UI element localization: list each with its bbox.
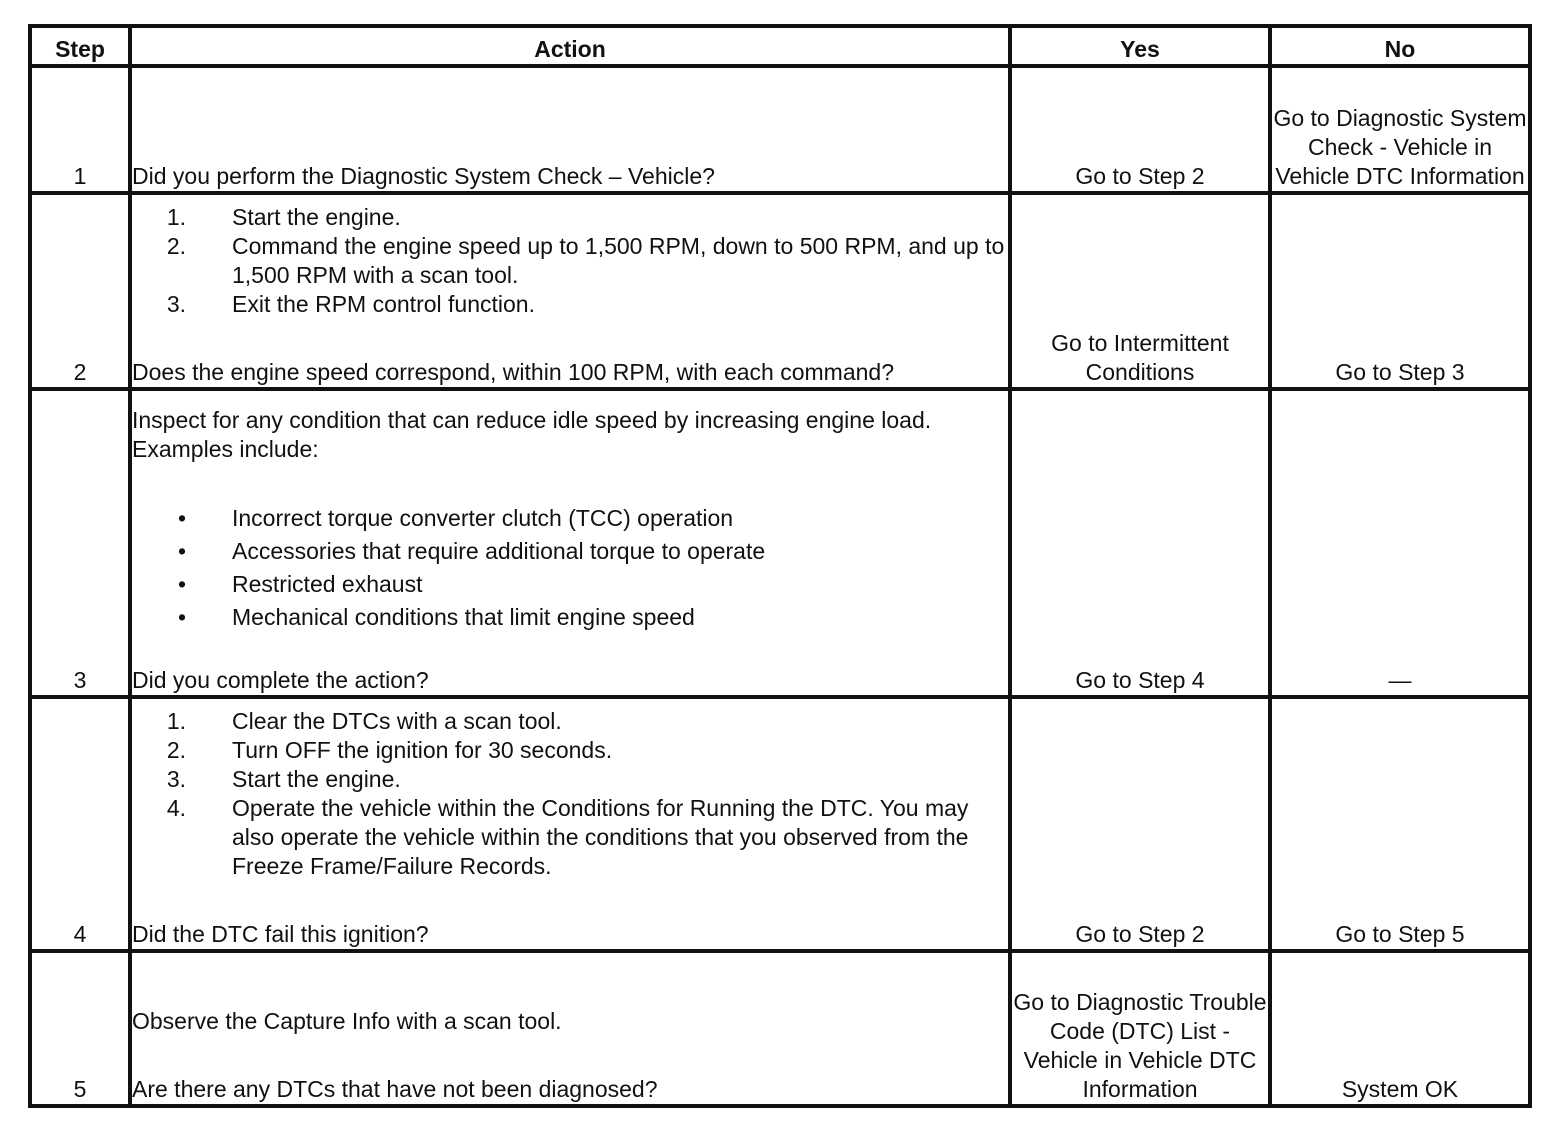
step-number: 2 [30,193,130,389]
yes-cell [1010,66,1270,193]
list-item-text: Start the engine. [232,766,401,792]
table-row-step-3 [30,389,1530,697]
action-cell [130,697,1010,951]
list-item-text: Clear the DTCs with a scan tool. [232,708,562,734]
list-item [132,537,1008,566]
yes-cell [1010,951,1270,1106]
list-item-number: 1. [166,204,186,230]
yes-link[interactable]: Go to Intermittent Conditions [1051,330,1229,385]
header-row [30,26,1530,66]
list-item [132,203,1008,232]
action-question: Did you complete the action? [132,667,429,693]
yes-link[interactable]: Go to Step 4 [1075,667,1205,693]
no-value: System OK [1341,1076,1459,1102]
action-question: Does the engine speed correspond, within 100 RPM, with each command? [132,359,894,385]
bullet-icon: • [177,538,186,564]
header-no: No [1270,26,1530,66]
no-cell [1270,697,1530,951]
header-yes: Yes [1010,26,1270,66]
step-number: 3 [30,389,130,697]
list-item [132,290,1008,319]
no-cell [1270,389,1530,697]
action-cell [130,193,1010,389]
list-item [132,707,1008,736]
yes-cell [1010,389,1270,697]
no-link[interactable]: Go to Step 5 [1335,921,1465,947]
yes-cell [1010,697,1270,951]
action-question: Did the DTC fail this ignition? [132,921,429,947]
action-text: Inspect for any condition that can reduce idle speed by increasing engine load. Examples include: [132,407,932,462]
yes-link[interactable]: Go to Diagnostic Trouble Code (DTC) List - Vehicle in Vehicle DTC Information [1013,989,1267,1102]
no-cell [1270,951,1530,1106]
table-row-step-4 [30,697,1530,951]
list-item-number: 3. [166,291,186,317]
diagnostic-table [28,24,1532,1108]
list-item-number: 4. [166,795,186,821]
table-row-step-2 [30,193,1530,389]
list-item-text: Turn OFF the ignition for 30 seconds. [232,737,613,763]
action-steps-list [132,203,1008,319]
no-cell [1270,66,1530,193]
action-bullet-list [132,504,1008,632]
action-text: Observe the Capture Info with a scan tool. [132,1008,562,1034]
step-number: 5 [30,951,130,1106]
action-question: Are there any DTCs that have not been diagnosed? [132,1076,658,1102]
list-item-text: Accessories that require additional torque to operate [232,538,766,564]
list-item-number: 2. [166,737,186,763]
list-item-number: 3. [166,766,186,792]
action-steps-list [132,707,1008,881]
yes-cell [1010,193,1270,389]
action-cell [130,389,1010,697]
no-link[interactable]: Go to Diagnostic System Check - Vehicle in Vehicle DTC Information [1273,105,1527,189]
bullet-icon: • [177,604,186,630]
step-number: 4 [30,697,130,951]
list-item-text: Mechanical conditions that limit engine speed [232,604,695,630]
table-row-step-5 [30,951,1530,1106]
list-item-text: Restricted exhaust [232,571,423,597]
list-item-number: 1. [166,708,186,734]
step-number: 1 [30,66,130,193]
action-text: Did you perform the Diagnostic System Check – Vehicle? [132,163,715,189]
list-item-text: Exit the RPM control function. [232,291,535,317]
table-row-step-1 [30,66,1530,193]
list-item-text: Start the engine. [232,204,401,230]
list-item [132,603,1008,632]
list-item [132,765,1008,794]
header-step: Step [30,26,130,66]
list-item [132,794,1008,881]
header-action: Action [130,26,1010,66]
no-value: — [1388,667,1412,693]
no-link[interactable]: Go to Step 3 [1335,359,1465,385]
yes-link[interactable]: Go to Step 2 [1075,163,1205,189]
action-cell [130,951,1010,1106]
list-item [132,736,1008,765]
list-item-number: 2. [166,233,186,259]
list-item [132,232,1008,290]
list-item [132,504,1008,533]
list-item-text: Incorrect torque converter clutch (TCC) operation [232,505,734,531]
list-item-text: Operate the vehicle within the Conditions for Running the DTC. You may also operate the vehicle within the conditions that you observed from the Freeze Frame/Failure Records. [232,795,969,879]
diagnostic-sheet [28,24,1532,1108]
list-item [132,570,1008,599]
action-cell [130,66,1010,193]
list-item-text: Command the engine speed up to 1,500 RPM, down to 500 RPM, and up to 1,500 RPM with a scan tool. [232,233,1005,288]
yes-link[interactable]: Go to Step 2 [1075,921,1205,947]
bullet-icon: • [177,505,186,531]
bullet-icon: • [177,571,186,597]
no-cell [1270,193,1530,389]
